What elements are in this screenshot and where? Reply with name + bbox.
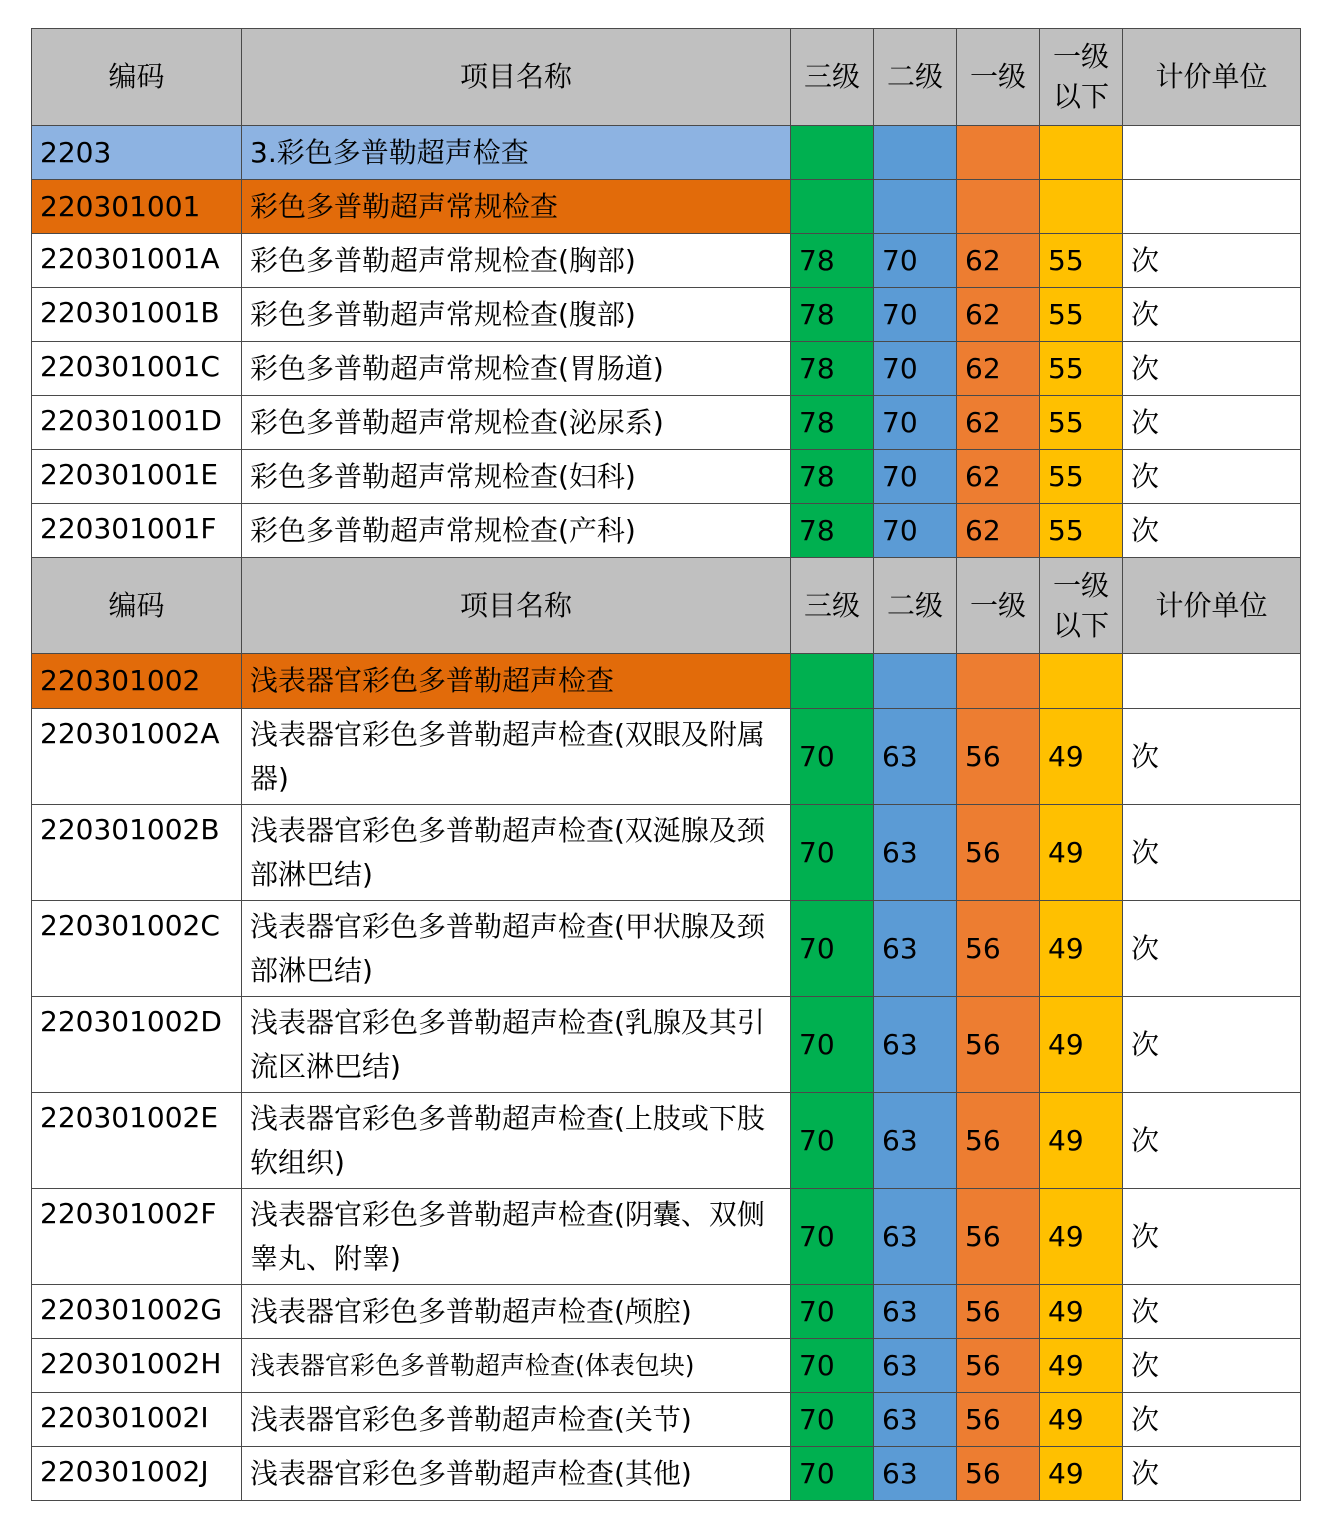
below-level1-price: 49	[1040, 805, 1123, 901]
below-level1-cell	[1040, 126, 1123, 180]
item-unit: 次	[1123, 504, 1301, 558]
item-code: 220301002A	[32, 709, 242, 805]
item-unit: 次	[1123, 709, 1301, 805]
level3-price: 78	[791, 396, 874, 450]
header-code: 编码	[32, 558, 242, 654]
item-name: 浅表器官彩色多普勒超声检查(体表包块)	[242, 1339, 791, 1393]
table-row	[32, 1447, 1301, 1501]
below-level1-price: 55	[1040, 342, 1123, 396]
item-name: 彩色多普勒超声常规检查(腹部)	[242, 288, 791, 342]
item-name: 彩色多普勒超声常规检查(产科)	[242, 504, 791, 558]
item-unit: 次	[1123, 1339, 1301, 1393]
item-unit: 次	[1123, 450, 1301, 504]
level2-cell	[874, 126, 957, 180]
header-unit: 计价单位	[1123, 29, 1301, 126]
level2-price: 70	[874, 288, 957, 342]
item-unit: 次	[1123, 342, 1301, 396]
item-name: 浅表器官彩色多普勒超声检查(其他)	[242, 1447, 791, 1501]
level3-cell	[791, 180, 874, 234]
item-code: 220301001F	[32, 504, 242, 558]
level2-price: 70	[874, 396, 957, 450]
group1-code: 220301001	[32, 180, 242, 234]
table-row	[32, 234, 1301, 288]
level3-price: 70	[791, 901, 874, 997]
item-unit: 次	[1123, 1093, 1301, 1189]
item-unit: 次	[1123, 901, 1301, 997]
unit-cell	[1123, 126, 1301, 180]
header-level3: 三级	[791, 558, 874, 654]
level1-cell	[957, 654, 1040, 709]
item-code: 220301001C	[32, 342, 242, 396]
header-below-level1-line2: 以下	[1052, 80, 1109, 113]
item-code: 220301002D	[32, 997, 242, 1093]
group2-code: 220301002	[32, 654, 242, 709]
level1-price: 62	[957, 342, 1040, 396]
table-row	[32, 805, 1301, 901]
level3-price: 70	[791, 1447, 874, 1501]
item-code: 220301002G	[32, 1285, 242, 1339]
level2-cell	[874, 654, 957, 709]
level3-price: 70	[791, 1285, 874, 1339]
below-level1-price: 49	[1040, 1339, 1123, 1393]
header-unit: 计价单位	[1123, 558, 1301, 654]
item-unit: 次	[1123, 1189, 1301, 1285]
level1-cell	[957, 180, 1040, 234]
table-row	[32, 1285, 1301, 1339]
level1-price: 56	[957, 997, 1040, 1093]
level2-price: 63	[874, 901, 957, 997]
price-table	[31, 28, 1301, 1501]
level2-price: 70	[874, 450, 957, 504]
level3-price: 70	[791, 805, 874, 901]
level2-price: 63	[874, 1285, 957, 1339]
header-row-repeat	[32, 558, 1301, 654]
category-code: 2203	[32, 126, 242, 180]
group1-row	[32, 180, 1301, 234]
level3-price: 70	[791, 997, 874, 1093]
item-unit: 次	[1123, 396, 1301, 450]
header-level2: 二级	[874, 558, 957, 654]
table-row	[32, 504, 1301, 558]
level1-price: 62	[957, 288, 1040, 342]
level1-price: 62	[957, 450, 1040, 504]
item-name: 浅表器官彩色多普勒超声检查(阴囊、双侧睾丸、附睾)	[242, 1189, 791, 1285]
below-level1-cell	[1040, 654, 1123, 709]
group2-row	[32, 654, 1301, 709]
below-level1-price: 49	[1040, 1393, 1123, 1447]
item-code: 220301002C	[32, 901, 242, 997]
header-level2: 二级	[874, 29, 957, 126]
item-name: 浅表器官彩色多普勒超声检查(双眼及附属器)	[242, 709, 791, 805]
table-row	[32, 1189, 1301, 1285]
level1-price: 62	[957, 504, 1040, 558]
item-code: 220301002I	[32, 1393, 242, 1447]
level1-price: 56	[957, 805, 1040, 901]
level2-price: 70	[874, 234, 957, 288]
item-name: 浅表器官彩色多普勒超声检查(关节)	[242, 1393, 791, 1447]
table-row	[32, 342, 1301, 396]
level3-price: 78	[791, 450, 874, 504]
header-row	[32, 29, 1301, 126]
level3-price: 78	[791, 504, 874, 558]
table-row	[32, 1093, 1301, 1189]
header-level1: 一级	[957, 558, 1040, 654]
header-below-level1	[1040, 29, 1123, 126]
header-level1: 一级	[957, 29, 1040, 126]
level2-price: 70	[874, 504, 957, 558]
item-name: 浅表器官彩色多普勒超声检查(颅腔)	[242, 1285, 791, 1339]
level3-price: 78	[791, 288, 874, 342]
level3-price: 70	[791, 1339, 874, 1393]
header-below-level1	[1040, 558, 1123, 654]
group1-name: 彩色多普勒超声常规检查	[242, 180, 791, 234]
level2-price: 63	[874, 997, 957, 1093]
header-below-level1-line1: 一级	[1052, 568, 1109, 602]
below-level1-price: 55	[1040, 288, 1123, 342]
level1-price: 62	[957, 396, 1040, 450]
header-below-level1-line2: 以下	[1052, 608, 1109, 642]
level2-price: 63	[874, 1093, 957, 1189]
level2-price: 63	[874, 1339, 957, 1393]
item-code: 220301001D	[32, 396, 242, 450]
level3-price: 78	[791, 234, 874, 288]
table-row	[32, 450, 1301, 504]
category-row	[32, 126, 1301, 180]
item-name: 浅表器官彩色多普勒超声检查(乳腺及其引流区淋巴结)	[242, 997, 791, 1093]
below-level1-price: 49	[1040, 1285, 1123, 1339]
item-code: 220301002H	[32, 1339, 242, 1393]
item-unit: 次	[1123, 288, 1301, 342]
level3-price: 70	[791, 1393, 874, 1447]
below-level1-price: 49	[1040, 1447, 1123, 1501]
level1-price: 56	[957, 1393, 1040, 1447]
table-row	[32, 901, 1301, 997]
item-code: 220301002B	[32, 805, 242, 901]
level1-price: 56	[957, 1339, 1040, 1393]
item-unit: 次	[1123, 1447, 1301, 1501]
group2-name: 浅表器官彩色多普勒超声检查	[242, 654, 791, 709]
item-name: 彩色多普勒超声常规检查(泌尿系)	[242, 396, 791, 450]
item-unit: 次	[1123, 1393, 1301, 1447]
item-name: 浅表器官彩色多普勒超声检查(双涎腺及颈部淋巴结)	[242, 805, 791, 901]
header-name: 项目名称	[242, 29, 791, 126]
table-row	[32, 997, 1301, 1093]
unit-cell	[1123, 654, 1301, 709]
level3-price: 70	[791, 1189, 874, 1285]
level3-price: 70	[791, 1093, 874, 1189]
header-below-level1-line1: 一级	[1052, 40, 1109, 73]
level1-price: 56	[957, 1447, 1040, 1501]
item-code: 220301001B	[32, 288, 242, 342]
header-level3: 三级	[791, 29, 874, 126]
below-level1-price: 55	[1040, 396, 1123, 450]
below-level1-cell	[1040, 180, 1123, 234]
level1-price: 56	[957, 1093, 1040, 1189]
level3-price: 70	[791, 709, 874, 805]
category-name: 3.彩色多普勒超声检查	[242, 126, 791, 180]
level2-price: 63	[874, 709, 957, 805]
item-code: 220301002F	[32, 1189, 242, 1285]
below-level1-price: 49	[1040, 1189, 1123, 1285]
unit-cell	[1123, 180, 1301, 234]
item-unit: 次	[1123, 997, 1301, 1093]
item-unit: 次	[1123, 234, 1301, 288]
below-level1-price: 49	[1040, 901, 1123, 997]
level1-price: 56	[957, 709, 1040, 805]
item-name: 浅表器官彩色多普勒超声检查(上肢或下肢软组织)	[242, 1093, 791, 1189]
level3-cell	[791, 126, 874, 180]
item-code: 220301001E	[32, 450, 242, 504]
header-code: 编码	[32, 29, 242, 126]
table-row	[32, 288, 1301, 342]
level2-price: 63	[874, 1393, 957, 1447]
level3-price: 78	[791, 342, 874, 396]
below-level1-price: 55	[1040, 504, 1123, 558]
item-name: 彩色多普勒超声常规检查(胸部)	[242, 234, 791, 288]
below-level1-price: 55	[1040, 234, 1123, 288]
level1-price: 56	[957, 901, 1040, 997]
header-name: 项目名称	[242, 558, 791, 654]
level2-price: 63	[874, 805, 957, 901]
item-unit: 次	[1123, 1285, 1301, 1339]
below-level1-price: 49	[1040, 709, 1123, 805]
level2-cell	[874, 180, 957, 234]
item-name: 彩色多普勒超声常规检查(妇科)	[242, 450, 791, 504]
table-row	[32, 709, 1301, 805]
item-code: 220301001A	[32, 234, 242, 288]
table-row	[32, 1339, 1301, 1393]
level1-cell	[957, 126, 1040, 180]
below-level1-price: 49	[1040, 997, 1123, 1093]
table-row	[32, 396, 1301, 450]
level2-price: 63	[874, 1189, 957, 1285]
level1-price: 62	[957, 234, 1040, 288]
item-name: 彩色多普勒超声常规检查(胃肠道)	[242, 342, 791, 396]
item-unit: 次	[1123, 805, 1301, 901]
table-row	[32, 1393, 1301, 1447]
below-level1-price: 49	[1040, 1093, 1123, 1189]
level2-price: 70	[874, 342, 957, 396]
level1-price: 56	[957, 1285, 1040, 1339]
below-level1-price: 55	[1040, 450, 1123, 504]
item-code: 220301002E	[32, 1093, 242, 1189]
level2-price: 63	[874, 1447, 957, 1501]
item-code: 220301002J	[32, 1447, 242, 1501]
level1-price: 56	[957, 1189, 1040, 1285]
item-name: 浅表器官彩色多普勒超声检查(甲状腺及颈部淋巴结)	[242, 901, 791, 997]
level3-cell	[791, 654, 874, 709]
